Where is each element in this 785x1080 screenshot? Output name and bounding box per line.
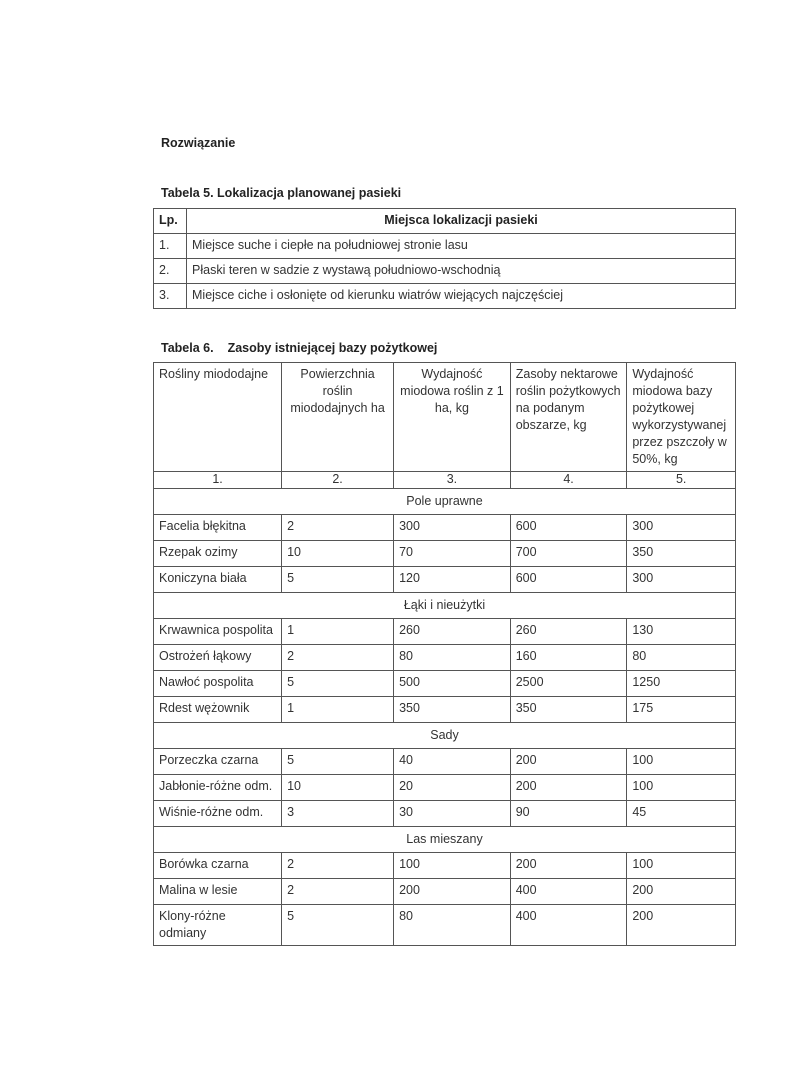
table6-cell-plant: Ostrożeń łąkowy (154, 645, 282, 671)
table6-cell-plant: Wiśnie-różne odm. (154, 801, 282, 827)
table5-header-row (154, 209, 736, 234)
table-row (154, 619, 736, 645)
table-row (154, 801, 736, 827)
table6-section-title: Pole uprawne (154, 489, 736, 515)
table-row (154, 749, 736, 775)
table6-cell-yield: 500 (394, 671, 511, 697)
table6-cell-plant: Jabłonie-różne odm. (154, 775, 282, 801)
table6-cell-base-yield: 300 (627, 515, 736, 541)
table6-cell-base-yield: 100 (627, 775, 736, 801)
table6-cell-plant: Koniczyna biała (154, 567, 282, 593)
table6-cell-yield: 40 (394, 749, 511, 775)
table-row (154, 645, 736, 671)
table6-cell-yield: 120 (394, 567, 511, 593)
table6-cell-nectar: 200 (510, 775, 627, 801)
table5-header-locations-text: Miejsca lokalizacji pasieki (384, 213, 538, 227)
table6-cell-nectar: 600 (510, 567, 627, 593)
table6-cell-nectar: 700 (510, 541, 627, 567)
table6-cell-base-yield: 350 (627, 541, 736, 567)
table6-cell-plant: Malina w lesie (154, 879, 282, 905)
table6-cell-area: 1 (282, 697, 394, 723)
table6-column-number-row (154, 472, 736, 489)
table6-cell-plant: Nawłoć pospolita (154, 671, 282, 697)
table6-caption-prefix: Tabela 6. (161, 341, 214, 355)
table5-cell-location: Miejsce ciche i osłonięte od kierunku wiatrów wiejących najczęściej (187, 284, 736, 309)
table6-section-row (154, 723, 736, 749)
table6-column-number: 1. (154, 472, 282, 489)
table6-cell-nectar: 400 (510, 905, 627, 946)
table-row (154, 284, 736, 309)
table6-caption-title: Zasoby istniejącej bazy pożytkowej (227, 341, 438, 355)
table6-cell-plant: Porzeczka czarna (154, 749, 282, 775)
table6-header-nectar: Zasoby nektarowe roślin pożytkowych na podanym obszarze, kg (510, 363, 627, 472)
table6-column-number: 2. (282, 472, 394, 489)
table6-cell-plant: Rzepak ozimy (154, 541, 282, 567)
table6-cell-area: 2 (282, 853, 394, 879)
table6-cell-area: 5 (282, 749, 394, 775)
table6-section-row (154, 489, 736, 515)
table6-cell-plant: Rdest wężownik (154, 697, 282, 723)
table6-cell-yield: 300 (394, 515, 511, 541)
table5-cell-location: Miejsce suche i ciepłe na południowej stronie lasu (187, 234, 736, 259)
table5-caption: Tabela 5. Lokalizacja planowanej pasieki (161, 186, 402, 200)
table6-cell-base-yield: 80 (627, 645, 736, 671)
table6-cell-yield: 100 (394, 853, 511, 879)
table6-cell-yield: 70 (394, 541, 511, 567)
table6-cell-nectar: 160 (510, 645, 627, 671)
table-row (154, 515, 736, 541)
table6-column-number: 3. (394, 472, 511, 489)
table5-apiary-location (153, 208, 736, 309)
table6-section-row (154, 827, 736, 853)
table6-column-number: 5. (627, 472, 736, 489)
table6-cell-base-yield: 130 (627, 619, 736, 645)
table6-cell-yield: 20 (394, 775, 511, 801)
table6-cell-nectar: 90 (510, 801, 627, 827)
table5-cell-number: 3. (154, 284, 187, 309)
table6-cell-yield: 350 (394, 697, 511, 723)
table6-cell-area: 3 (282, 801, 394, 827)
table6-header-base-yield: Wydajność miodowa bazy pożytkowej wykorzystywanej przez pszczoły w 50%, kg (627, 363, 736, 472)
table6-section-row (154, 593, 736, 619)
table6-cell-area: 2 (282, 645, 394, 671)
table6-cell-area: 2 (282, 515, 394, 541)
table6-cell-yield: 80 (394, 645, 511, 671)
table6-cell-yield: 80 (394, 905, 511, 946)
table-row (154, 697, 736, 723)
table6-cell-nectar: 2500 (510, 671, 627, 697)
table6-cell-base-yield: 200 (627, 905, 736, 946)
table6-cell-plant: Borówka czarna (154, 853, 282, 879)
table-row (154, 671, 736, 697)
table6-section-title: Łąki i nieużytki (154, 593, 736, 619)
table6-cell-yield: 30 (394, 801, 511, 827)
table6-cell-base-yield: 100 (627, 749, 736, 775)
table6-cell-nectar: 350 (510, 697, 627, 723)
table6-forage-resources (153, 362, 736, 946)
table5-header-locations (187, 209, 736, 234)
table6-cell-area: 10 (282, 775, 394, 801)
table6-cell-base-yield: 200 (627, 879, 736, 905)
table6-cell-yield: 260 (394, 619, 511, 645)
table-row (154, 259, 736, 284)
table6-header-plants: Rośliny miododajne (154, 363, 282, 472)
table6-cell-area: 5 (282, 671, 394, 697)
table-row (154, 775, 736, 801)
table6-cell-nectar: 600 (510, 515, 627, 541)
table5-cell-number: 2. (154, 259, 187, 284)
table-row (154, 853, 736, 879)
table6-section-title: Sady (154, 723, 736, 749)
table6-cell-area: 2 (282, 879, 394, 905)
table6-cell-yield: 200 (394, 879, 511, 905)
table6-cell-base-yield: 1250 (627, 671, 736, 697)
table6-header-area: Powierzchnia roślin miododajnych ha (282, 363, 394, 472)
table6-cell-nectar: 200 (510, 853, 627, 879)
table6-cell-plant: Facelia błękitna (154, 515, 282, 541)
table6-caption (161, 341, 437, 355)
table5-header-lp: Lp. (154, 209, 187, 234)
table-row (154, 567, 736, 593)
table6-cell-nectar: 260 (510, 619, 627, 645)
table6-header-yield: Wydajność miodowa roślin z 1 ha, kg (394, 363, 511, 472)
table-row (154, 541, 736, 567)
table6-cell-base-yield: 175 (627, 697, 736, 723)
solution-heading: Rozwiązanie (161, 136, 236, 150)
table-row (154, 905, 736, 946)
table6-header-row (154, 363, 736, 472)
table6-cell-nectar: 200 (510, 749, 627, 775)
table-row (154, 234, 736, 259)
table6-cell-base-yield: 300 (627, 567, 736, 593)
table5-cell-location: Płaski teren w sadzie z wystawą południowo-wschodnią (187, 259, 736, 284)
table6-cell-area: 5 (282, 567, 394, 593)
table6-cell-base-yield: 100 (627, 853, 736, 879)
table6-cell-nectar: 400 (510, 879, 627, 905)
table6-cell-plant: Krwawnica pospolita (154, 619, 282, 645)
table6-cell-area: 1 (282, 619, 394, 645)
table6-cell-area: 5 (282, 905, 394, 946)
table6-cell-base-yield: 45 (627, 801, 736, 827)
table-row (154, 879, 736, 905)
table6-cell-plant: Klony-różne odmiany (154, 905, 282, 946)
table5-cell-number: 1. (154, 234, 187, 259)
table6-column-number: 4. (510, 472, 627, 489)
table6-section-title: Las mieszany (154, 827, 736, 853)
table6-cell-area: 10 (282, 541, 394, 567)
